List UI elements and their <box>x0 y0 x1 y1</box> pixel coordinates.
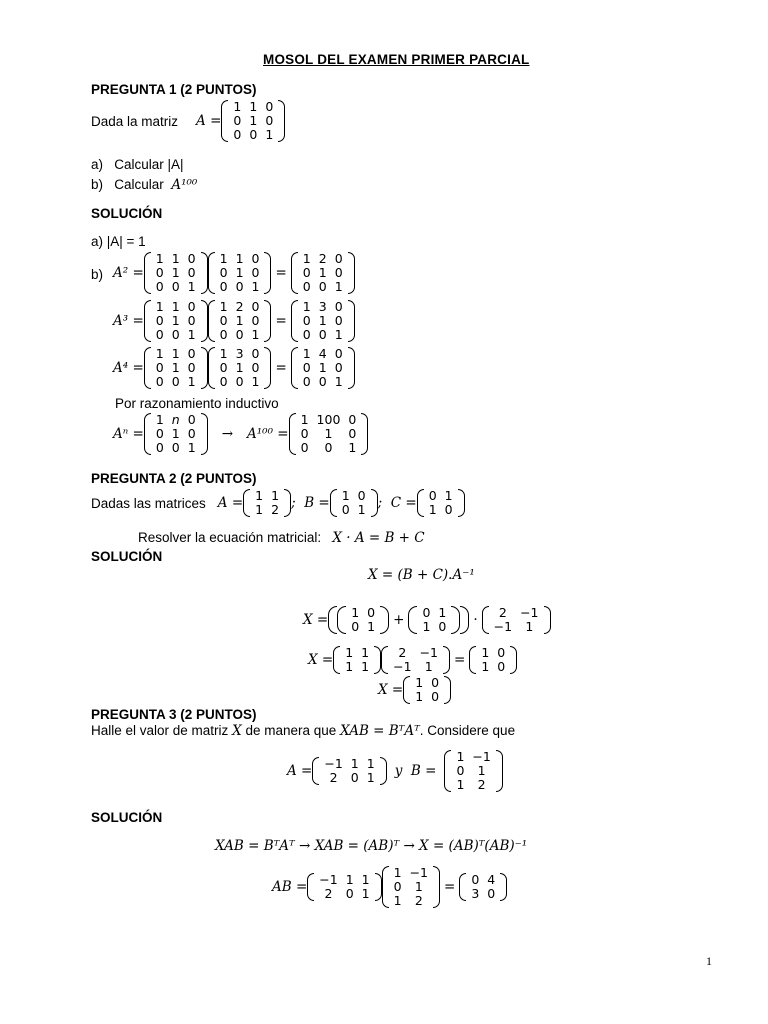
question-1-item-b: b) Calcular A¹⁰⁰ <box>91 177 198 193</box>
question-1-statement: Dada la matriz A = 1 1 0 0 1 0 0 0 1 <box>91 100 285 142</box>
matrix-a: 1 1 0 0 1 0 0 0 1 <box>221 100 285 142</box>
inductive-reasoning: Por razonamiento inductivo <box>115 396 279 411</box>
solution-3-heading: SOLUCIÓN <box>91 810 163 825</box>
equation-a-n: Aⁿ = 1 n 0 0 1 0 0 0 1 → A¹⁰⁰ = 1 100 0 0 1 0 0 0 1 <box>113 413 368 455</box>
question-2-heading: PREGUNTA 2 (2 PUNTOS) <box>91 471 257 486</box>
question-2-task: Resolver la ecuación matricial: X · A = B + C <box>138 530 425 546</box>
solution-2-step-3: X = 1 1 1 1 2 −1 −1 1 = 1 0 1 0 <box>308 646 517 674</box>
equation-a-fourth: A⁴ = 1 1 0 0 1 0 0 0 1 1 3 0 0 1 0 0 0 1 = 1 4 0 0 1 0 0 0 1 <box>113 347 355 389</box>
page-number: 1 <box>706 954 712 968</box>
solution-1-a: a) |A| = 1 <box>91 234 146 249</box>
question-1-heading: PREGUNTA 1 (2 PUNTOS) <box>91 82 257 97</box>
solution-1-heading: SOLUCIÓN <box>91 206 163 221</box>
solution-2-step-1: X = (B + C).A⁻¹ <box>368 567 475 583</box>
question-3-matrices: A = −1 1 1 2 0 1 y B = 1 −1 0 1 1 2 <box>287 750 503 792</box>
solution-3-step-2: AB = −1 1 1 2 0 1 1 −1 0 1 1 2 = 0 4 3 0 <box>272 866 507 908</box>
solution-1-b-label: b) <box>91 267 104 282</box>
solution-2-result: X = 1 0 1 0 <box>378 676 451 704</box>
question-3-statement: Halle el valor de matriz X de manera que XAB = BᵀAᵀ. Considere que <box>91 723 516 739</box>
solution-3-step-1: XAB = BᵀAᵀ → XAB = (AB)ᵀ → X = (AB)ᵀ(AB)⁻¹ <box>215 838 528 854</box>
solution-2-step-2: X = 1 0 0 1 + 0 1 1 0 · 2 −1 −1 1 <box>303 606 551 634</box>
equation-a-squared: A² = 1 1 0 0 1 0 0 0 1 1 1 0 0 1 0 0 0 1 = 1 2 0 0 1 0 0 0 1 <box>113 252 355 294</box>
page-title: MOSOL DEL EXAMEN PRIMER PARCIAL <box>263 52 530 67</box>
question-2-statement: Dadas las matrices A = 1 1 1 2 ; B = 1 0 0 1 ; C = 0 1 1 0 <box>91 489 465 517</box>
question-3-heading: PREGUNTA 3 (2 PUNTOS) <box>91 707 257 722</box>
question-1-intro: Dada la matriz <box>91 113 179 129</box>
question-1-item-a: a) Calcular |A| <box>91 157 184 172</box>
equation-a-cubed: A³ = 1 1 0 0 1 0 0 0 1 1 2 0 0 1 0 0 0 1 = 1 3 0 0 1 0 0 0 1 <box>113 300 355 342</box>
solution-2-heading: SOLUCIÓN <box>91 549 163 564</box>
